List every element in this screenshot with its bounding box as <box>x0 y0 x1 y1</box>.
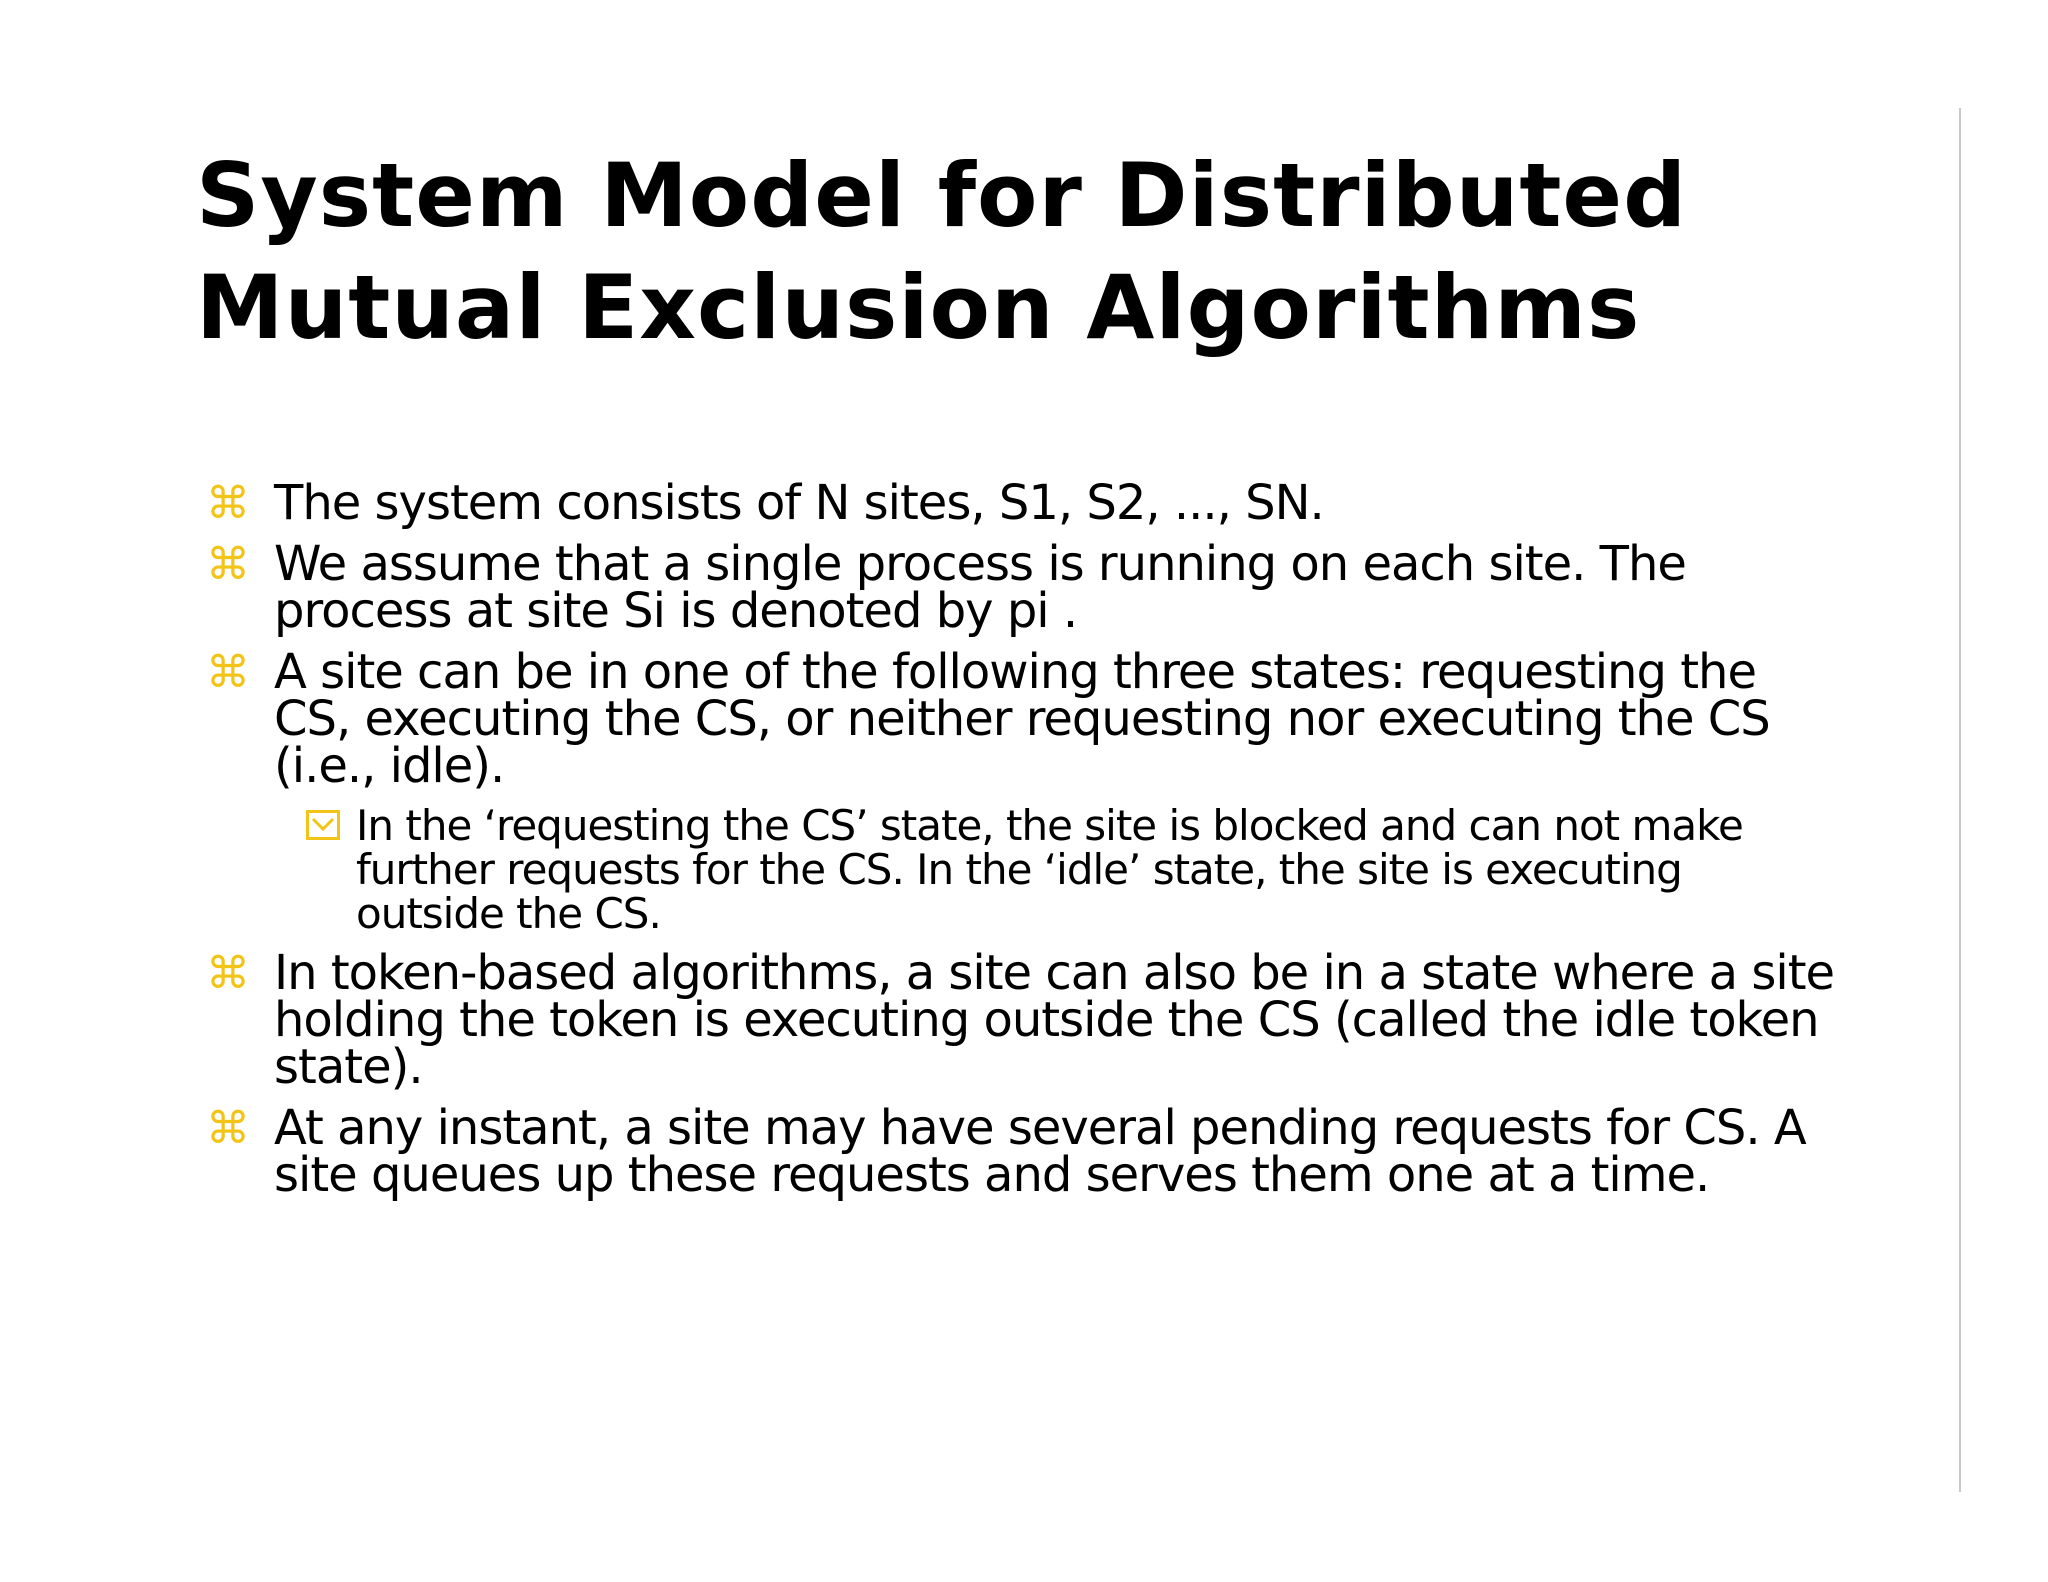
bullet-2-line-2: process at site Si is denoted by pi . <box>274 583 1078 639</box>
bullet-item-2 <box>196 536 1916 639</box>
bullet-5-line-2: site queues up these requests and serves them one at a time. <box>274 1147 1710 1203</box>
bullet-3-line-2: CS, executing the CS, or neither requesting nor executing the CS <box>274 691 1770 747</box>
slide-title <box>196 140 1916 364</box>
bullet-4-line-1: In token-based algorithms, a site can also be in a state where a site <box>274 945 1835 1001</box>
bullet-4-line-3: state). <box>274 1039 423 1095</box>
place-of-interest-sign-icon: ⌘ <box>206 539 249 590</box>
bullet-1-line-1: The system consists of N sites, S1, S2, ..., SN. <box>274 475 1324 531</box>
bullet-item-3 <box>196 644 1916 794</box>
place-of-interest-sign-icon: ⌘ <box>206 948 249 999</box>
right-divider-line <box>1959 108 1961 1492</box>
sub-bullet-item <box>196 801 1916 938</box>
envelope-chevron-icon <box>306 810 340 840</box>
bullet-item-5 <box>196 1100 1916 1203</box>
place-of-interest-sign-icon: ⌘ <box>206 647 249 698</box>
bullet-5-line-1: At any instant, a site may have several pending requests for CS. A <box>274 1100 1806 1156</box>
slide-title-line-1: System Model for Distributed <box>196 144 1688 247</box>
bullet-list <box>196 475 1916 1213</box>
bullet-item-4 <box>196 945 1916 1095</box>
sub-bullet-line-1: In the ‘requesting the CS’ state, the site is blocked and can not make <box>356 801 1743 850</box>
place-of-interest-sign-icon: ⌘ <box>206 1103 249 1154</box>
bullet-3-line-1: A site can be in one of the following three states: requesting the <box>274 644 1756 700</box>
slide-title-line-2: Mutual Exclusion Algorithms <box>196 256 1641 359</box>
bullet-4-line-2: holding the token is executing outside the CS (called the idle token <box>274 992 1819 1048</box>
place-of-interest-sign-icon: ⌘ <box>206 478 249 529</box>
sub-bullet-line-3: outside the CS. <box>356 889 661 938</box>
bullet-item-1 <box>196 475 1916 531</box>
bullet-3-line-3: (i.e., idle). <box>274 738 505 794</box>
bullet-2-line-1: We assume that a single process is running on each site. The <box>274 536 1686 592</box>
sub-bullet-line-2: further requests for the CS. In the ‘idle’ state, the site is executing <box>356 845 1682 894</box>
